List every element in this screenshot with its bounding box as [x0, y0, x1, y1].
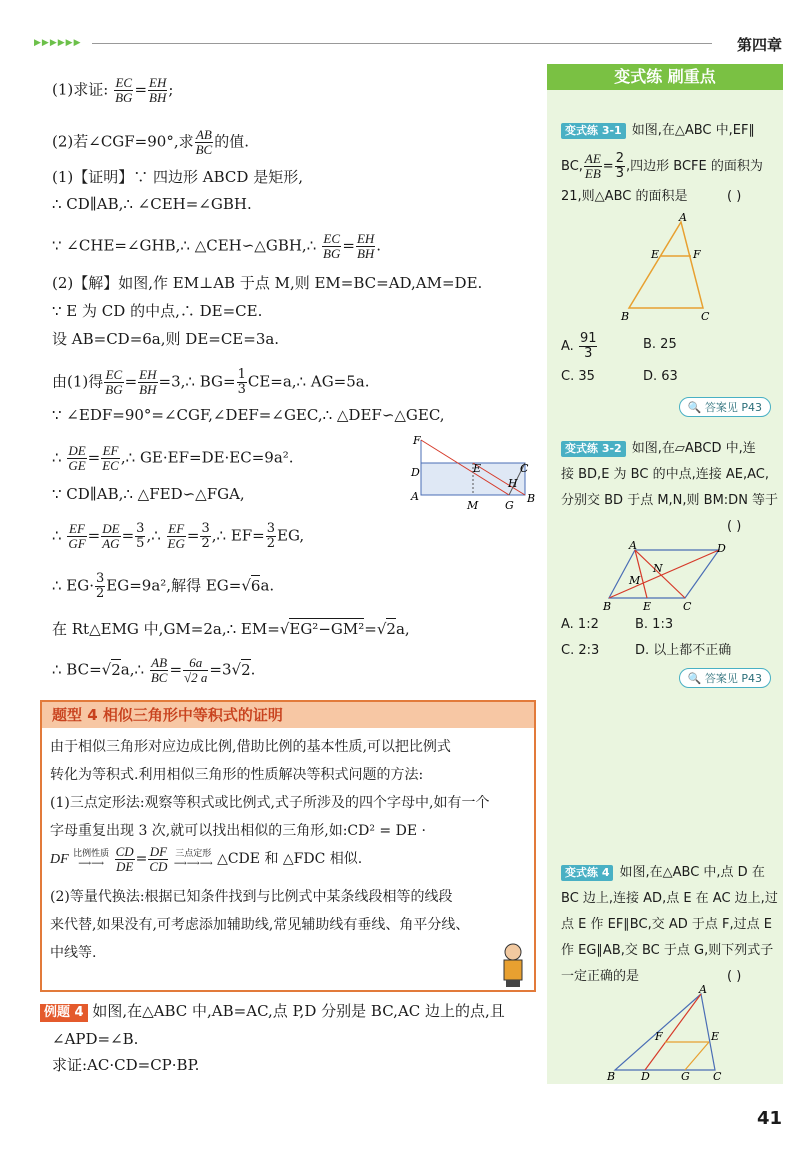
ex3-label-A: A [699, 984, 707, 996]
cartoon-figure [496, 940, 530, 988]
example-tag: 例题 4 [40, 1004, 88, 1022]
method-line: 字母重复出现 3 次,就可以找出相似的三角形,如:CD² = DE · [50, 823, 426, 839]
question-2: (2)若∠CGF=90°,求 $\frac{AB}{BC}$ 的值. [52, 127, 250, 157]
label-F: F [413, 434, 421, 447]
solution-line: ∵ ∠CHE=∠GHB,∴ △CEH∽△GBH,∴ $\frac{EC}{BG}$ = $\frac{EH}{BH}$ . [52, 231, 382, 261]
method-line: 中线等. [50, 945, 97, 961]
method-line: DF 比例性质 ⟶⟶ $\frac{CD}{DE}$ = $\frac{DF}{CD}$ 三点定形 ⟶⟶⟶ △CDE 和 △FDC 相似. [50, 843, 363, 874]
ex2-label-A: A [629, 540, 637, 552]
ex1-answer-button[interactable]: 🔍 答案见 P43 [679, 397, 771, 417]
ex2-bracket: ( ) [727, 519, 742, 534]
example-line: 求证:AC·CD=CP·BP. [52, 1056, 200, 1074]
label-C: C [520, 462, 529, 475]
ex1-option-a: A. $\frac{91}{3}$ [561, 331, 597, 361]
ex2-line: 变式练 3-2 如图,在▱ABCD 中,连 [561, 436, 756, 462]
solution-line: ∵ CD∥AB,∴ △FED∽△FGA, [52, 485, 245, 503]
ex3-tag: 变式练 4 [561, 865, 613, 881]
solution-line: ∴ EG· $\frac{3}{2}$ EG=9a²,解得 EG=√6a. [52, 571, 275, 601]
label-D: D [411, 466, 420, 479]
solution-line: (2)【解】如图,作 EM⊥AB 于点 M,则 EM=BC=AD,AM=DE. [52, 274, 483, 292]
ex3-label-G: G [681, 1070, 690, 1080]
ex2-option-b: B. 1:3 [635, 617, 674, 632]
label-G: G [505, 499, 514, 512]
ex3-line: 作 EG∥AB,交 BC 于点 G,则下列式子 [561, 943, 774, 958]
header-rule [92, 43, 712, 44]
label-M: M [467, 499, 479, 512]
ex1-line: BC, $\frac{AE}{EB}$ = $\frac{2}{3}$ ,四边形 BCFE 的面积为 [561, 151, 763, 181]
ex2-line: 分别交 BD 于点 M,N,则 BM:DN 等于 [561, 493, 779, 508]
ex1-option-c: C. 35 [561, 369, 595, 384]
ex1-tag: 变式练 3-1 [561, 123, 626, 139]
header-dots: ▶▶▶▶▶▶ [34, 38, 82, 48]
ex1-label-A: A [679, 212, 687, 224]
question-1: (1)求证: $\frac{EC}{BG}$ = $\frac{EH}{BH}$ ; [52, 75, 174, 105]
ex2-label-N: N [653, 562, 663, 575]
solution-line: ∵ ∠EDF=90°=∠CGF,∠DEF=∠GEC,∴ △DEF∽△GEC, [52, 406, 445, 424]
ex2-option-d: D. 以上都不正确 [635, 643, 732, 658]
ex3-label-B: B [607, 1070, 616, 1080]
ex3-line: BC 边上,连接 AD,点 E 在 AC 边上,过 [561, 891, 778, 906]
ex1-label-C: C [701, 310, 710, 322]
method-line: 转化为等积式.利用相似三角形的性质解决等积式问题的方法: [50, 767, 424, 783]
side-title: 变式练 刷重点 [547, 64, 783, 90]
rectangle-figure [405, 430, 540, 515]
ex2-line: 接 BD,E 为 BC 的中点,连接 AE,AC, [561, 467, 769, 482]
ex2-option-a: A. 1:2 [561, 617, 599, 632]
solution-line: 在 Rt△EMG 中,GM=2a,∴ EM=√EG²−GM²=√2a, [52, 620, 410, 638]
label-B: B [527, 492, 536, 505]
solution-line: ∴ BC=√2a,∴ $\frac{AB}{BC}$ = $\frac{6a}{√2 a}$ =3√2. [52, 655, 256, 685]
ex1-label-E: E [651, 248, 660, 261]
ex2-parallelogram-figure [601, 540, 731, 612]
ex2-option-c: C. 2:3 [561, 643, 600, 658]
ex2-tag: 变式练 3-2 [561, 441, 626, 457]
ex3-line: 变式练 4 如图,在△ABC 中,点 D 在 [561, 860, 765, 886]
ex3-label-F: F [655, 1030, 663, 1043]
method-line: 由于相似三角形对应边成比例,借助比例的基本性质,可以把比例式 [50, 739, 451, 755]
ex3-label-D: D [641, 1070, 650, 1080]
ex1-line: 变式练 3-1 如图,在△ABC 中,EF∥ [561, 118, 755, 144]
ex1-bracket: ( ) [727, 189, 742, 204]
solution-line: ∵ E 为 CD 的中点,∴ DE=CE. [52, 302, 263, 320]
ex2-answer-button[interactable]: 🔍 答案见 P43 [679, 668, 771, 688]
method-line: 来代替,如果没有,可考虑添加辅助线,常见辅助线有垂线、角平分线、 [50, 917, 470, 933]
ex1-option-b: B. 25 [643, 337, 677, 352]
ex3-line: 一定正确的是 [561, 969, 640, 984]
ex1-label-F: F [693, 248, 701, 261]
page-number: 41 [756, 1108, 782, 1129]
ex1-line: 21,则△ABC 的面积是 [561, 189, 688, 204]
ex2-label-D: D [717, 542, 726, 555]
label-A: A [411, 490, 419, 503]
method-box [40, 700, 536, 992]
chapter-title: 第四章 [736, 36, 782, 54]
solution-line: ∴ $\frac{DE}{GE}$ = $\frac{EF}{EC}$ ,∴ GE·EF=DE·EC=9a². [52, 443, 294, 473]
label-E: E [473, 462, 482, 475]
method-line: (1)三点定形法:观察等积式或比例式,式子所涉及的四个字母中,如有一个 [50, 795, 490, 811]
ex3-line: 点 E 作 EF∥BC,交 AD 于点 F,过点 E [561, 917, 772, 932]
solution-line: (1)【证明】∵ 四边形 ABCD 是矩形, [52, 168, 303, 186]
ex2-label-E: E [643, 600, 652, 612]
ex1-option-d: D. 63 [643, 369, 678, 384]
solution-line: 由(1)得 $\frac{EC}{BG}$ = $\frac{EH}{BH}$ =3,∴ BG= $\frac{1}{3}$ CE=a,∴ AG=5a. [52, 367, 370, 397]
solution-line: 设 AB=CD=6a,则 DE=CE=3a. [52, 330, 280, 348]
ex3-label-E: E [711, 1030, 720, 1043]
solution-line: ∴ CD∥AB,∴ ∠CEH=∠GBH. [52, 195, 252, 213]
example-line: 例题 4 如图,在△ABC 中,AB=AC,点 P,D 分别是 BC,AC 边上的点,且 [40, 1000, 505, 1022]
ex2-label-M: M [629, 574, 641, 587]
example-line: ∠APD=∠B. [52, 1030, 139, 1048]
ex3-label-C: C [713, 1070, 722, 1080]
label-H: H [508, 477, 518, 490]
ex1-label-B: B [621, 310, 630, 322]
ex2-label-B: B [603, 600, 612, 612]
ex3-bracket: ( ) [727, 969, 742, 984]
ex2-label-C: C [683, 600, 692, 612]
side-panel [547, 64, 783, 1084]
ex1-triangle-figure [617, 212, 717, 322]
ex3-triangle-figure [605, 984, 735, 1080]
method-box-title: 题型 4 相似三角形中等积式的证明 [42, 702, 534, 728]
method-line: (2)等量代换法:根据已知条件找到与比例式中某条线段相等的线段 [50, 889, 453, 905]
solution-line: ∴ $\frac{EF}{GF}$ = $\frac{DE}{AG}$ = $\frac{3}{5}$ ,∴ $\frac{EF}{EG}$ = $\frac{3}{2}$ ,∴ EF= $\frac{3}{2}$ EG, [52, 521, 305, 551]
